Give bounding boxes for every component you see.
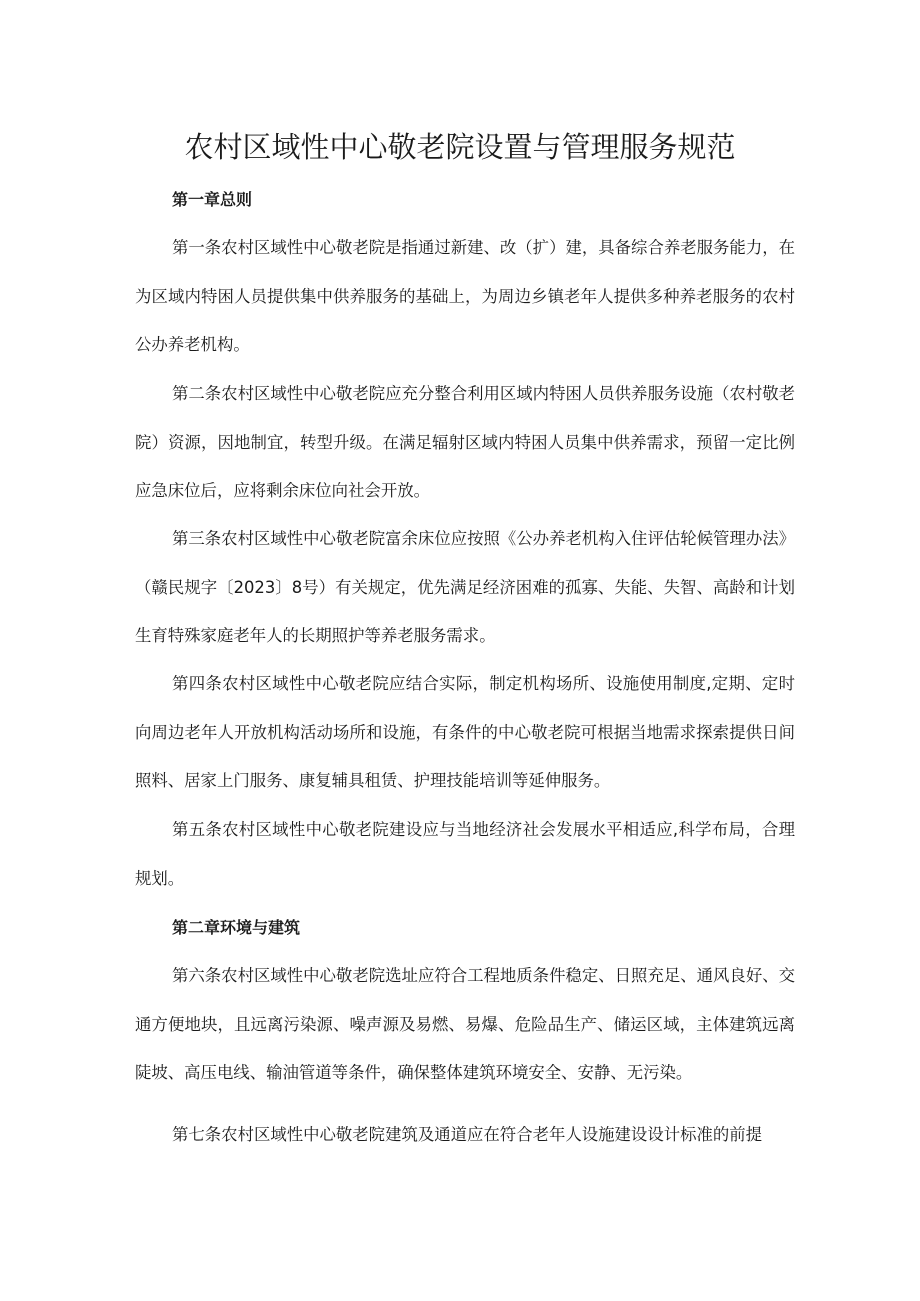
- article-paragraph: 第三条农村区域性中心敬老院富余床位应按照《公办养老机构入住评估轮候管理办法》（赣民规字〔2023〕8号）有关规定，优先满足经济困难的孤寡、失能、失智、高龄和计划生育特殊家庭老年人的长期照护等养老服务需求。: [135, 529, 795, 645]
- article-paragraph: 第五条农村区域性中心敬老院建设应与当地经济社会发展水平相适应,科学布局，合理规划。: [135, 820, 795, 888]
- document-title: 农村区域性中心敬老院设置与管理服务规范: [184, 130, 736, 164]
- chapter-heading: 第一章总则: [172, 190, 253, 209]
- article-paragraph: 第二条农村区域性中心敬老院应充分整合利用区域内特困人员供养服务设施（农村敬老院）资源，因地制宜，转型升级。在满足辐射区域内特困人员集中供养需求，预留一定比例应急床位后，应将剩余床位向社会开放。: [135, 384, 795, 500]
- chapter-heading: 第二章环境与建筑: [172, 918, 301, 937]
- article-paragraph: 第六条农村区域性中心敬老院选址应符合工程地质条件稳定、日照充足、通风良好、交通方便地块，且远离污染源、噪声源及易燃、易爆、危险品生产、储运区域，主体建筑远离陡坡、高压电线、输油管道等条件，确保整体建筑环境安全、安静、无污染。: [135, 966, 795, 1082]
- article-paragraph: 第四条农村区域性中心敬老院应结合实际，制定机构场所、设施使用制度,定期、定时向周边老年人开放机构活动场所和设施，有条件的中心敬老院可根据当地需求探索提供日间照料、居家上门服务、康复辅具租赁、护理技能培训等延伸服务。: [135, 674, 795, 790]
- article-paragraph: 第七条农村区域性中心敬老院建筑及通道应在符合老年人设施建设设计标准的前提: [172, 1125, 763, 1144]
- article-paragraph: 第一条农村区域性中心敬老院是指通过新建、改（扩）建，具备综合养老服务能力，在为区域内特困人员提供集中供养服务的基础上，为周边乡镇老年人提供多种养老服务的农村公办养老机构。: [135, 238, 795, 354]
